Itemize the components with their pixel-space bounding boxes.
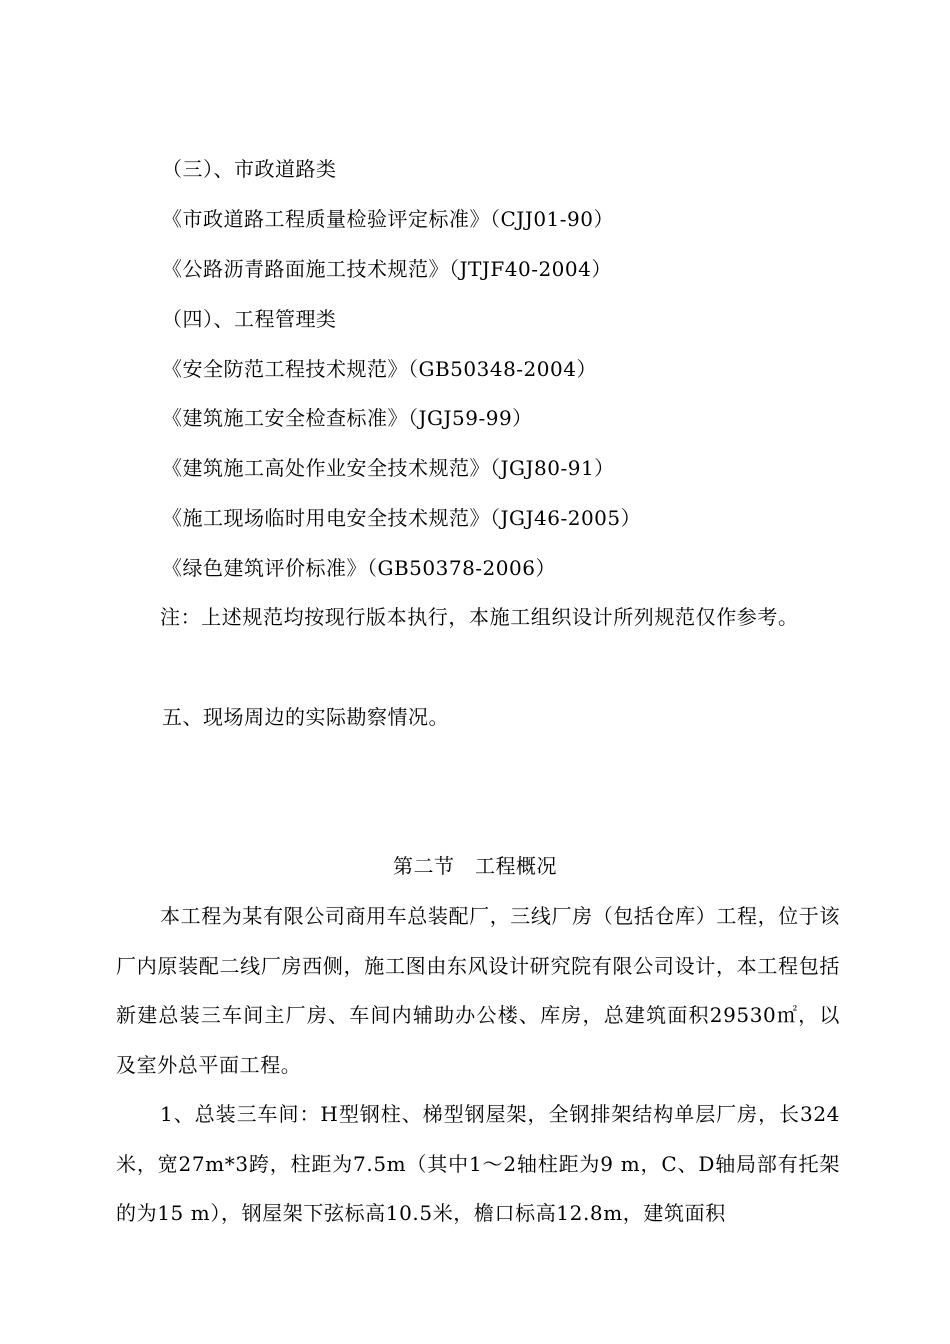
site-survey-heading: 五、现场周边的实际勘察情况。 xyxy=(162,705,449,729)
workshop-description-paragraph: 1、总装三车间：H型钢柱、梯型钢屋架，全钢排架结构单层厂房，长324米，宽27m*3跨，柱距为7.5m（其中1～2轴柱距为9 m，C、D轴局部有托架的为15 m），钢屋架下弦标高10.5米，檐口标高12.8m，建筑面积 xyxy=(116,1102,840,1226)
reference-item: 《市政道路工程质量检验评定标准》（CJJ01-90） xyxy=(162,207,614,231)
reference-item: 《施工现场临时用电安全技术规范》（JGJ46-2005） xyxy=(162,506,642,530)
reference-item: 《公路沥青路面施工技术规范》（JTJF40-2004） xyxy=(162,257,612,281)
reference-item: 《绿色建筑评价标准》（GB50378-2006） xyxy=(162,556,556,580)
reference-item: 《建筑施工高处作业安全技术规范》（JGJ80-91） xyxy=(162,456,615,480)
engineering-management-heading: （四）、工程管理类 xyxy=(162,307,337,331)
reference-item: 《建筑施工安全检查标准》（JGJ59-99） xyxy=(162,406,533,430)
project-overview-paragraph: 本工程为某有限公司商用车总装配厂，三线厂房（包括仓库）工程，位于该厂内原装配二线厂房西侧，施工图由东风设计研究院有限公司设计，本工程包括新建总装三车间主厂房、车间内辅助办公楼、库房，总建筑面积29530㎡，以及室外总平面工程。 xyxy=(116,904,840,1077)
section-title: 第二节 工程概况 xyxy=(393,854,557,878)
municipal-roads-heading: （三）、市政道路类 xyxy=(162,157,337,181)
reference-note: 注：上述规范均按现行版本执行，本施工组织设计所列规范仅作参考。 xyxy=(160,605,799,629)
reference-item: 《安全防范工程技术规范》（GB50348-2004） xyxy=(162,357,597,381)
